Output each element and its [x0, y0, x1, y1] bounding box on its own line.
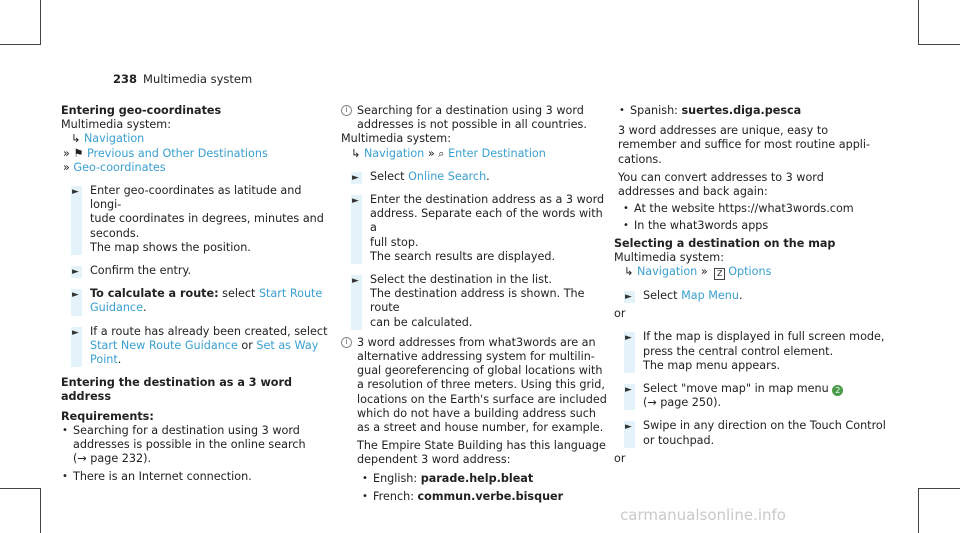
step-text: . — [738, 289, 743, 303]
list-item — [61, 470, 329, 484]
step-text: Select — [643, 289, 682, 303]
options-icon: Z — [714, 268, 725, 280]
step-text: . — [117, 353, 122, 367]
page-number: 238 — [113, 72, 138, 86]
step-item — [614, 382, 894, 410]
watermark: carmanualsonline.info — [620, 506, 786, 524]
nav-link-options[interactable]: Options — [728, 265, 772, 279]
callout-number: 2 — [832, 385, 843, 396]
step-text: Confirm the entry. — [90, 264, 192, 278]
list-text: • In the what3words apps — [634, 219, 769, 233]
step-text: Select — [370, 169, 409, 183]
nav-link-geo[interactable]: Geo-coordinates — [73, 160, 166, 174]
step-item — [341, 273, 609, 330]
or-text: or — [614, 307, 626, 321]
list-text: • Searching for a destination using 3 word — [73, 423, 300, 437]
step-text: Select "move map" in map menu — [643, 382, 833, 396]
list-text: English: — [373, 471, 421, 485]
step-arrow-icon: ► — [625, 422, 632, 433]
step-item — [61, 287, 329, 315]
list-text: French: — [373, 489, 418, 503]
requirements-label: Requirements: — [61, 409, 154, 423]
step-item — [614, 330, 894, 373]
step-item — [61, 264, 329, 278]
step-arrow-icon: ► — [625, 333, 632, 344]
step-arrow-icon: ► — [625, 385, 632, 396]
info-icon: i — [341, 337, 352, 348]
step-item — [61, 184, 329, 255]
link-start-route[interactable]: Start Route — [258, 287, 323, 301]
link-map-menu[interactable]: Map Menu — [681, 289, 739, 303]
info-text: addresses is not possible in all countries. — [357, 118, 587, 132]
step-text: press the central control element. — [643, 344, 834, 358]
body-text: cations. — [618, 152, 662, 166]
step-text: or touchpad. — [643, 433, 715, 447]
nav-path — [61, 147, 329, 161]
nav-path — [61, 132, 329, 146]
list-text: (→ page 232). — [73, 452, 152, 466]
step-arrow-icon: ► — [72, 267, 79, 278]
info-note — [341, 104, 609, 132]
step-text: seconds. — [90, 226, 140, 240]
step-text: Enter the destination address as a 3 word — [370, 193, 605, 207]
crop-mark — [40, 488, 41, 533]
crop-mark — [918, 44, 960, 45]
double-chevron-icon: » — [63, 160, 74, 174]
step-text: full stop. — [370, 235, 419, 249]
info-text: as a street and house number, for example. — [357, 421, 604, 435]
nav-link-navigation[interactable]: Navigation — [83, 132, 145, 146]
list-text: • At the website https://what3words.com — [634, 202, 854, 216]
link-online-search[interactable]: Online Search — [408, 169, 487, 183]
info-text: a resolution of three meters. Using this grid, — [357, 378, 605, 392]
step-text: The map shows the position. — [90, 240, 251, 254]
step-text: . — [142, 301, 147, 315]
step-item — [614, 419, 894, 447]
step-text: select — [218, 287, 259, 301]
step-text: If a route has already been created, select — [90, 324, 328, 338]
info-text: dependent 3 word address: — [357, 453, 511, 467]
multimedia-label: Multimedia system: — [614, 250, 724, 264]
step-arrow-icon: ► — [625, 292, 632, 303]
step-text: Enter geo-coordinates as latitude and longi- — [90, 184, 302, 212]
step-text: Swipe in any direction on the Touch Control — [643, 419, 886, 433]
info-text: Searching for a destination using 3 word — [357, 104, 584, 117]
step-item — [614, 289, 894, 303]
list-item — [622, 219, 894, 233]
list-text: addresses is possible in the online search — [73, 438, 306, 452]
body-text: remember and suffice for most routine appli- — [618, 138, 871, 152]
info-icon: i — [341, 105, 352, 116]
info-text: The Empire State Building has this language — [357, 439, 606, 453]
crop-mark — [918, 0, 919, 45]
step-arrow-icon: ► — [72, 327, 79, 338]
step-text: (→ page 250). — [643, 396, 722, 410]
crop-mark — [40, 0, 41, 45]
nav-link-enter-destination[interactable]: Enter Destination — [448, 146, 546, 160]
step-item — [61, 325, 329, 368]
step-text: tude coordinates in degrees, minutes and — [90, 212, 324, 226]
info-text: alternative addressing system for multilin- — [357, 350, 595, 364]
page-header-title: Multimedia system — [143, 72, 253, 86]
step-text: Select the destination in the list. — [370, 273, 552, 287]
list-item — [618, 104, 894, 118]
crop-mark — [0, 44, 41, 45]
column-left — [61, 104, 329, 485]
step-bold: To calculate a route: — [90, 287, 219, 301]
nav-path — [61, 161, 329, 175]
return-arrow-icon: ↳ — [351, 146, 364, 160]
flag-icon: ⚑ — [73, 146, 87, 160]
step-item — [341, 170, 609, 184]
list-item — [361, 472, 609, 486]
step-text: can be calculated. — [370, 315, 473, 329]
multimedia-label: Multimedia system: — [61, 118, 171, 132]
step-text: The destination address is shown. The route — [370, 287, 585, 315]
nav-path — [614, 265, 894, 280]
info-text: locations on the Earth's surface are included — [357, 392, 607, 406]
list-item — [361, 490, 609, 504]
info-text: 3 word addresses from what3words are an — [357, 335, 596, 349]
link-start-new-route[interactable]: Start New Route Guidance — [90, 338, 238, 352]
body-text: addresses and back again: — [618, 185, 768, 199]
step-item — [341, 193, 609, 264]
info-text: which do not have a building address such — [357, 406, 596, 420]
step-arrow-icon: ► — [352, 276, 359, 287]
list-item — [61, 424, 329, 467]
page-header — [113, 72, 252, 86]
list-text: Spanish: — [630, 104, 682, 117]
section-heading: Entering the destination as a 3 word address — [61, 376, 293, 404]
nav-link-navigation[interactable]: Navigation — [363, 146, 425, 160]
column-middle — [341, 104, 609, 504]
step-arrow-icon: ► — [352, 172, 359, 183]
double-chevron-icon: » — [700, 265, 712, 279]
step-text: The search results are displayed. — [370, 249, 556, 263]
link-point[interactable]: Point — [90, 353, 118, 367]
step-text: or — [237, 338, 257, 352]
double-chevron-icon: » — [427, 146, 439, 160]
nav-path — [341, 147, 609, 161]
crop-mark — [918, 488, 960, 489]
crop-mark — [918, 488, 919, 533]
section-heading: Entering geo-coordinates — [61, 104, 222, 117]
crop-mark — [0, 488, 41, 489]
multimedia-label: Multimedia system: — [341, 132, 451, 146]
link-set-as-way[interactable]: Set as Way — [256, 338, 319, 352]
return-arrow-icon: ↳ — [624, 265, 637, 279]
info-note — [341, 336, 609, 504]
step-text: address. Separate each of the words with a — [370, 207, 603, 235]
w3w-address: parade.help.bleat — [420, 471, 534, 485]
return-arrow-icon: ↳ — [71, 132, 84, 146]
column-right — [614, 104, 894, 466]
step-arrow-icon: ► — [72, 187, 79, 198]
link-guidance[interactable]: Guidance — [90, 301, 143, 315]
step-text: . — [486, 169, 490, 183]
search-icon: ⌕ — [438, 146, 449, 160]
list-item — [622, 202, 894, 216]
w3w-address: commun.verbe.bisquer — [417, 489, 564, 503]
step-arrow-icon: ► — [72, 290, 79, 301]
info-text: gual georeferencing of global locations with — [357, 364, 603, 378]
body-text: 3 word addresses are unique, easy to — [618, 124, 829, 138]
nav-link-navigation[interactable]: Navigation — [636, 265, 698, 279]
nav-link-previous[interactable]: Previous and Other Destinations — [87, 146, 268, 160]
step-text: If the map is displayed in full screen mode, — [643, 330, 885, 344]
section-heading: Selecting a destination on the map — [614, 236, 836, 250]
or-text: or — [614, 451, 626, 465]
step-text: The map menu appears. — [643, 358, 781, 372]
list-text: • There is an Internet connection. — [73, 470, 252, 484]
double-chevron-icon: » — [63, 146, 74, 160]
w3w-address: suertes.diga.pesca — [681, 104, 802, 117]
step-arrow-icon: ► — [352, 196, 359, 207]
body-text: You can convert addresses to 3 word — [618, 170, 824, 184]
